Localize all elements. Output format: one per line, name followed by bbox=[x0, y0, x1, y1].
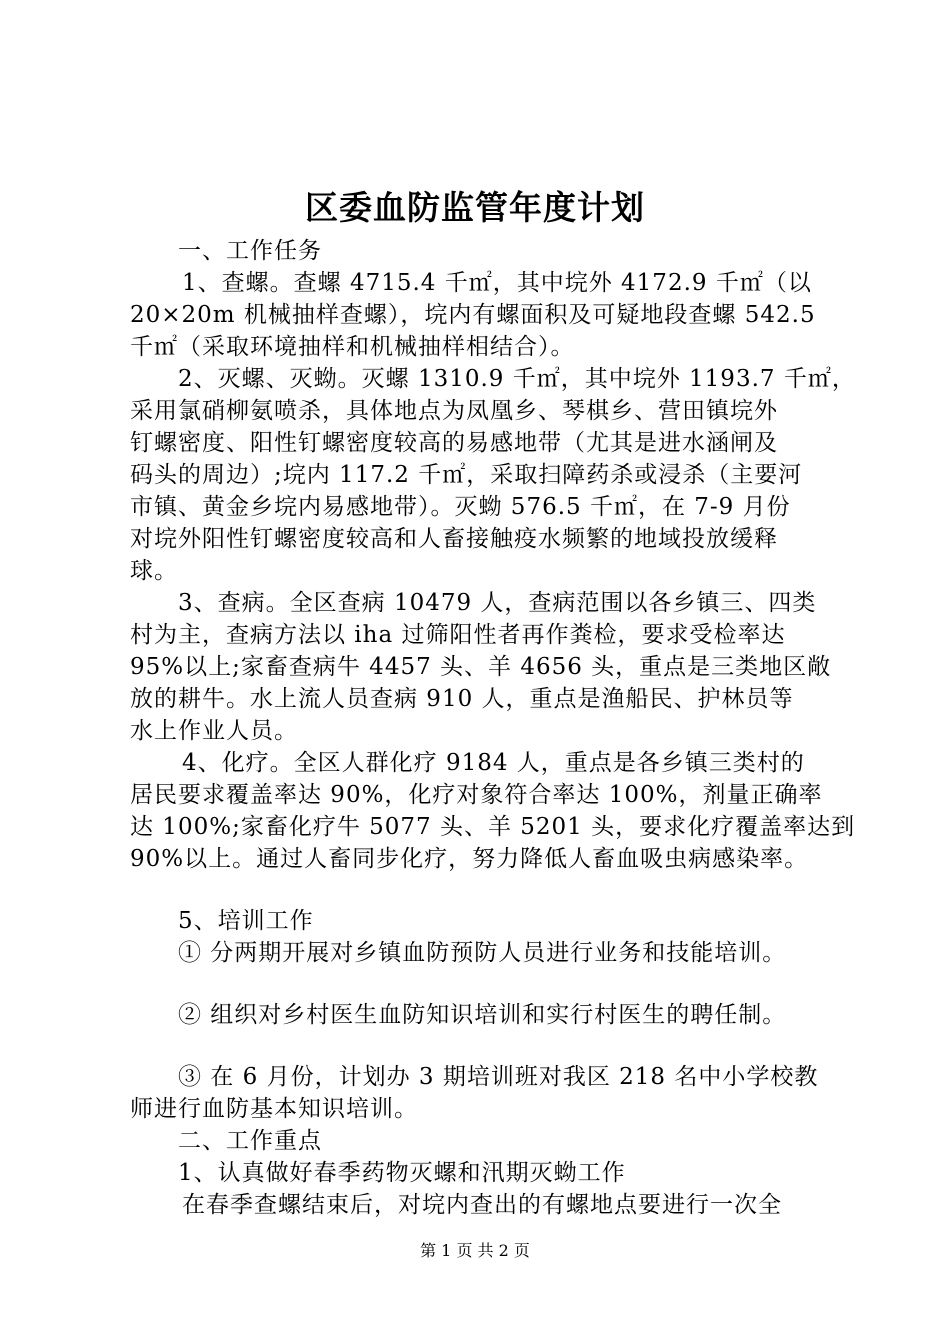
body-line: 20×20m 机械抽样查螺），垸内有螺面积及可疑地段查螺 542.5 bbox=[130, 302, 816, 328]
body-line: ③ 在 6 月份，计划办 3 期培训班对我区 218 名中小学校教 bbox=[178, 1064, 819, 1090]
body-line: 2、灭螺、灭蚴。灭螺 1310.9 千㎡，其中垸外 1193.7 千㎡， bbox=[178, 366, 856, 392]
document-title: 区委血防监管年度计划 bbox=[305, 188, 645, 227]
body-line: 1、查螺。查螺 4715.4 千㎡，其中垸外 4172.9 千㎡（以 bbox=[182, 270, 812, 296]
body-line: 3、查病。全区查病 10479 人，查病范围以各乡镇三、四类 bbox=[178, 590, 817, 616]
body-line: 球。 bbox=[130, 558, 178, 584]
body-line: 水上作业人员。 bbox=[130, 718, 298, 744]
body-line: 钉螺密度、阳性钉螺密度较高的易感地带（尤其是进水涵闸及 bbox=[130, 430, 778, 456]
body-line: 千㎡（采取环境抽样和机械抽样相结合）。 bbox=[130, 334, 575, 360]
body-line: ① 分两期开展对乡镇血防预防人员进行业务和技能培训。 bbox=[178, 940, 787, 966]
body-line: 在春季查螺结束后，对垸内查出的有螺地点要进行一次全 bbox=[182, 1192, 782, 1218]
body-line: 对垸外阳性钉螺密度较高和人畜接触疫水频繁的地域投放缓释 bbox=[130, 526, 778, 552]
body-line: 二、工作重点 bbox=[178, 1128, 322, 1154]
body-line: 1、认真做好春季药物灭螺和汛期灭蚴工作 bbox=[178, 1160, 626, 1186]
body-line: ② 组织对乡村医生血防知识培训和实行村医生的聘任制。 bbox=[178, 1002, 787, 1028]
body-line: 放的耕牛。水上流人员查病 910 人，重点是渔船民、护林员等 bbox=[130, 686, 794, 712]
body-line: 居民要求覆盖率达 90%，化疗对象符合率达 100%，剂量正确率 bbox=[130, 782, 823, 808]
page-footer: 第 1 页 共 2 页 bbox=[420, 1241, 530, 1260]
body-line: 90%以上。通过人畜同步化疗，努力降低人畜血吸虫病感染率。 bbox=[130, 846, 809, 872]
body-line: 市镇、黄金乡垸内易感地带）。灭蚴 576.5 千㎡，在 7-9 月份 bbox=[130, 494, 791, 520]
body-line: 达 100%;家畜化疗牛 5077 头、羊 5201 头，要求化疗覆盖率达到 bbox=[130, 814, 856, 840]
body-line: 村为主，查病方法以 iha 过筛阳性者再作粪检，要求受检率达 bbox=[130, 622, 786, 648]
body-line: 95%以上;家畜查病牛 4457 头、羊 4656 头，重点是三类地区敞 bbox=[130, 654, 832, 680]
body-line: 采用氯硝柳氨喷杀，具体地点为凤凰乡、琴棋乡、营田镇垸外 bbox=[130, 398, 778, 424]
body-line: 码头的周边）;垸内 117.2 千㎡，采取扫障药杀或浸杀（主要河 bbox=[130, 462, 803, 488]
body-line: 5、培训工作 bbox=[178, 908, 314, 934]
body-line: 4、化疗。全区人群化疗 9184 人，重点是各乡镇三类村的 bbox=[182, 750, 805, 776]
body-line: 师进行血防基本知识培训。 bbox=[130, 1096, 418, 1122]
body-line: 一、工作任务 bbox=[178, 238, 322, 264]
